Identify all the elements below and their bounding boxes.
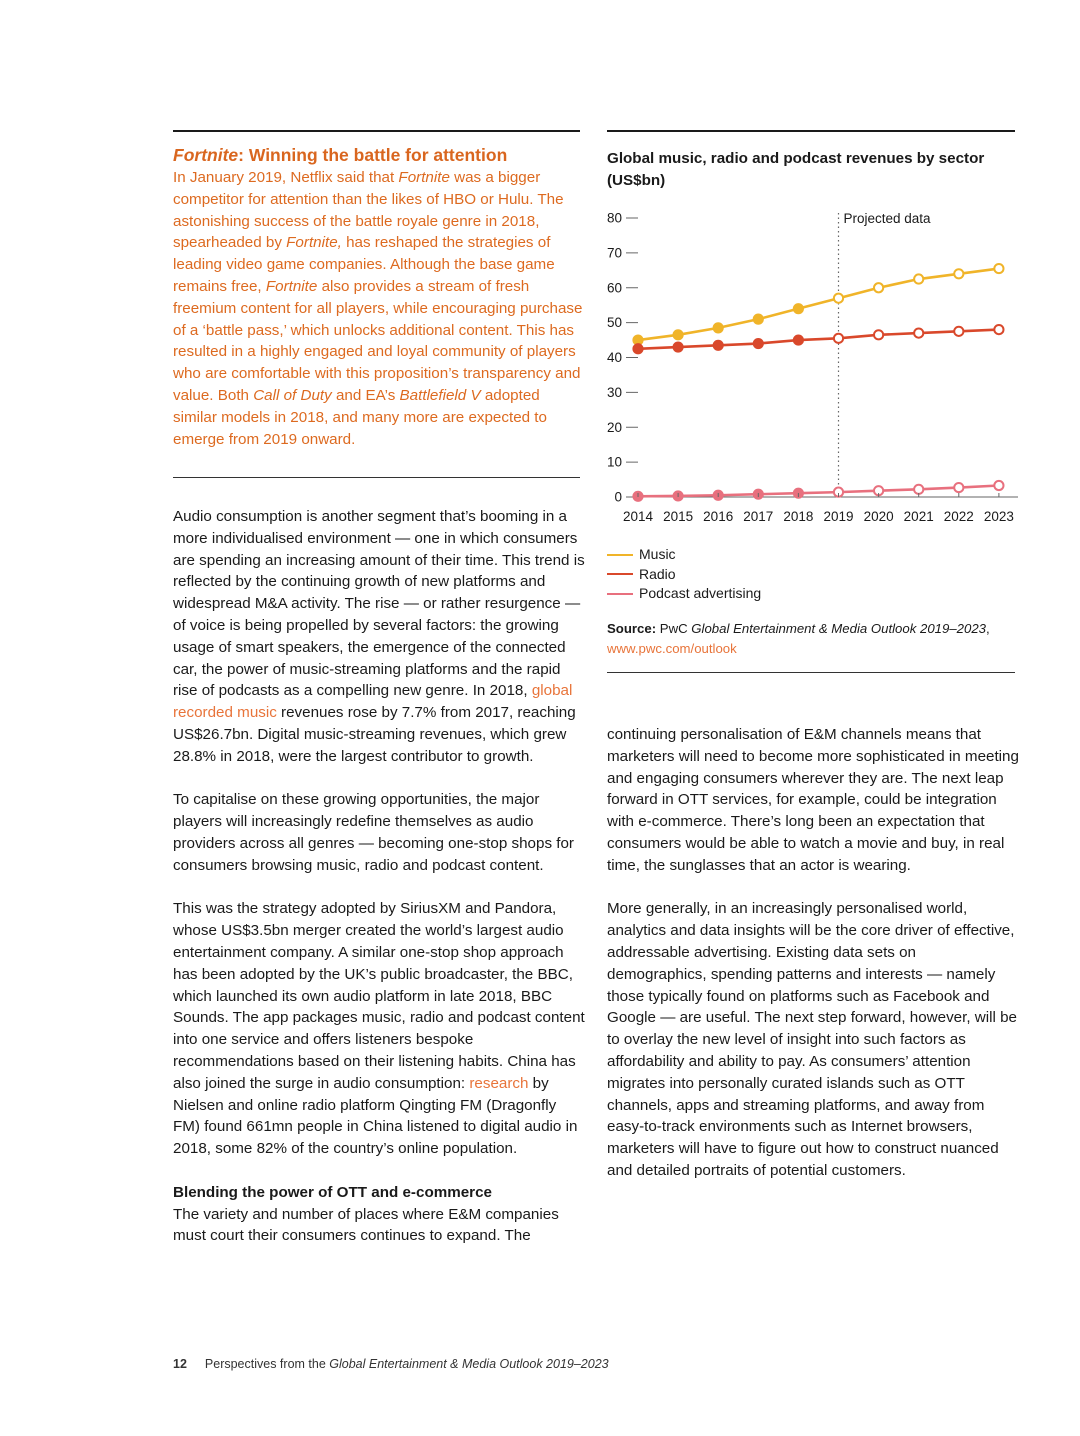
y-tick-label-30: 30 [606, 384, 622, 400]
chart-legend [607, 545, 761, 604]
right-column [607, 724, 1019, 1182]
point-music-2023 [994, 264, 1003, 273]
box-title: Fortnite: Winning the battle for attention [173, 145, 508, 165]
point-music-2019 [834, 294, 843, 303]
box-bottom-rule [173, 477, 580, 478]
x-tick-label-2015: 2015 [663, 509, 694, 524]
x-tick-label-2020: 2020 [863, 509, 894, 524]
line-chart [600, 205, 1040, 525]
x-tick-label-2017: 2017 [743, 509, 774, 524]
y-tick-label-70: 70 [606, 245, 622, 261]
point-podcast-advertising-2022 [954, 483, 963, 492]
point-podcast-advertising-2023 [994, 481, 1003, 490]
legend-item-music: Music [607, 545, 761, 565]
left-column [173, 506, 585, 1247]
right-top-rule [607, 130, 1015, 132]
y-tick-label-0: 0 [614, 489, 622, 505]
x-tick-label-2018: 2018 [783, 509, 814, 524]
point-radio-2023 [994, 325, 1003, 334]
projected-data-label: Projected data [843, 211, 931, 226]
x-tick-label-2016: 2016 [703, 509, 734, 524]
point-podcast-advertising-2021 [914, 485, 923, 494]
legend-item-podcast: Podcast advertising [607, 584, 761, 604]
point-music-2017 [754, 315, 763, 324]
point-radio-2020 [874, 330, 883, 339]
y-tick-label-40: 40 [606, 350, 622, 365]
chart-source: Source: PwC Global Entertainment & Media Outlook 2019–2023, www.pwc.com/outlook [607, 621, 990, 656]
legend-swatch-music [607, 554, 633, 556]
point-music-2015 [674, 330, 683, 339]
left-paragraph-4: The variety and number of places where E&M companies must court their consumers continues to expand. The [173, 1205, 559, 1245]
point-music-2020 [874, 283, 883, 292]
y-tick-label-80: 80 [606, 210, 622, 226]
point-radio-2019 [834, 334, 843, 343]
point-radio-2018 [794, 335, 803, 344]
y-tick-label-10: 10 [606, 454, 622, 470]
point-music-2022 [954, 269, 963, 278]
point-radio-2021 [914, 328, 923, 337]
x-tick-label-2014: 2014 [622, 509, 654, 524]
point-music-2016 [714, 323, 723, 332]
source-url-link[interactable]: www.pwc.com/outlook [607, 640, 737, 656]
y-tick-label-50: 50 [606, 315, 622, 331]
y-tick-label-60: 60 [606, 280, 622, 296]
box-text: In January 2019, Netflix said that Fortnite was a bigger competitor for attention than the likes of HBO or Hulu. The astonishing success of the battle royale genre in 2018, spearheaded by Fortnite, has reshaped the strategies of leading video game companies. Although the base game remains free, Fortnite also provides a stream of fresh freemium content for all players, while encouraging purchase of a ‘battle pass,’ which unlocks additional content. This has resulted in a highly engaged and loyal community of players who are comfortable with this proposition’s transparency and value. Both Call of Duty and EA’s Battlefield V adopted similar models in 2018, and many more are expected to emerge from 2019 onward. [173, 169, 583, 448]
point-radio-2017 [754, 339, 763, 348]
page-number: 12 [173, 1357, 187, 1371]
research-link[interactable]: research [469, 1074, 529, 1092]
y-tick-label-20: 20 [606, 419, 622, 435]
point-music-2021 [914, 274, 923, 283]
series-line-music [638, 269, 999, 340]
point-radio-2016 [714, 341, 723, 350]
x-tick-label-2022: 2022 [943, 509, 974, 524]
fortnite-box [173, 143, 583, 450]
x-tick-label-2019: 2019 [823, 509, 854, 524]
left-paragraph-2: To capitalise on these growing opportunities, the major players will increasingly redefine themselves as audio providers across all genres — becoming one-stop shops for consumers browsing music, radio and podcast content. [173, 791, 574, 874]
legend-swatch-podcast [607, 593, 633, 595]
global-recorded-music-link[interactable]: global recorded music [173, 682, 573, 722]
legend-item-radio: Radio [607, 565, 761, 585]
right-paragraph-1: continuing personalisation of E&M channels means that marketers will need to become more sophisticated in meeting and engaging consumers wherever they are. The next leap forward in OTT services, for example, could be integration with e-commerce. There’s long been an expectation that consumers would be able to watch a movie and buy, in real time, the sunglasses that an actor is wearing. [607, 726, 1019, 874]
point-radio-2015 [674, 342, 683, 351]
left-top-rule [173, 130, 580, 132]
chart-title: Global music, radio and podcast revenues by sector (US$bn) [607, 150, 985, 189]
left-paragraph-3: This was the strategy adopted by SiriusXM and Pandora, whose US$3.5bn merger created the world’s largest audio entertainment company. A similar one-stop shop approach has been adopted by the UK’s public broadcaster, the BBC, which launched its own audio platform in late 2018, BBC Sounds. The app packages music, radio and podcast content into one service and offers listeners bespoke recommendations based on their listening habits. China has also joined the surge in audio consumption: research by Nielsen and online radio platform Qingting FM (Dragonfly FM) found 661mn people in China listened to digital audio in 2018, some 82% of the country’s online population. [173, 900, 585, 1158]
series-line-podcast-advertising [638, 485, 999, 496]
point-radio-2014 [633, 344, 642, 353]
point-music-2018 [794, 304, 803, 313]
x-tick-label-2021: 2021 [903, 509, 934, 524]
page-footer: 12 Perspectives from the Global Entertainment & Media Outlook 2019–2023 [173, 1357, 609, 1371]
left-paragraph-1: Audio consumption is another segment that’s booming in a more individualised environment — one in which consumers are spending an increasing amount of their time. This trend is reflected by the continuing growth of new platforms and widespread M&A activity. The rise — or rather resurgence — of voice is being propelled by several factors: the growing usage of smart speakers, the emergence of the connected car, the power of music-streaming platforms and the rapid rise of podcasts as a compelling new genre. In 2018, global recorded music revenues rose by 7.7% from 2017, reaching US$26.7bn. Digital music-streaming revenues, which grew 28.8% in 2018, were the largest contributor to growth. [173, 508, 585, 765]
right-paragraph-2: More generally, in an increasingly personalised world, analytics and data insights will be the core driver of effective, addressable advertising. Existing data sets on demographics, spending patterns and interests — namely those typically found on platforms such as Facebook and Google — are useful. The next step forward, however, will be to overlay the new level of insight into such factors as affordability and ability to pay. As consumers’ attention migrates into personally curated islands such as OTT channels, apps and streaming platforms, and away from easy-to-track environments such as Internet browsers, marketers will have to figure out how to construct nuanced and detailed portraits of potential customers. [607, 900, 1017, 1179]
subheading-ott: Blending the power of OTT and e-commerce [173, 1183, 492, 1201]
point-radio-2022 [954, 327, 963, 336]
chart-bottom-rule [607, 672, 1015, 673]
legend-swatch-radio [607, 573, 633, 575]
x-tick-label-2023: 2023 [983, 509, 1014, 524]
